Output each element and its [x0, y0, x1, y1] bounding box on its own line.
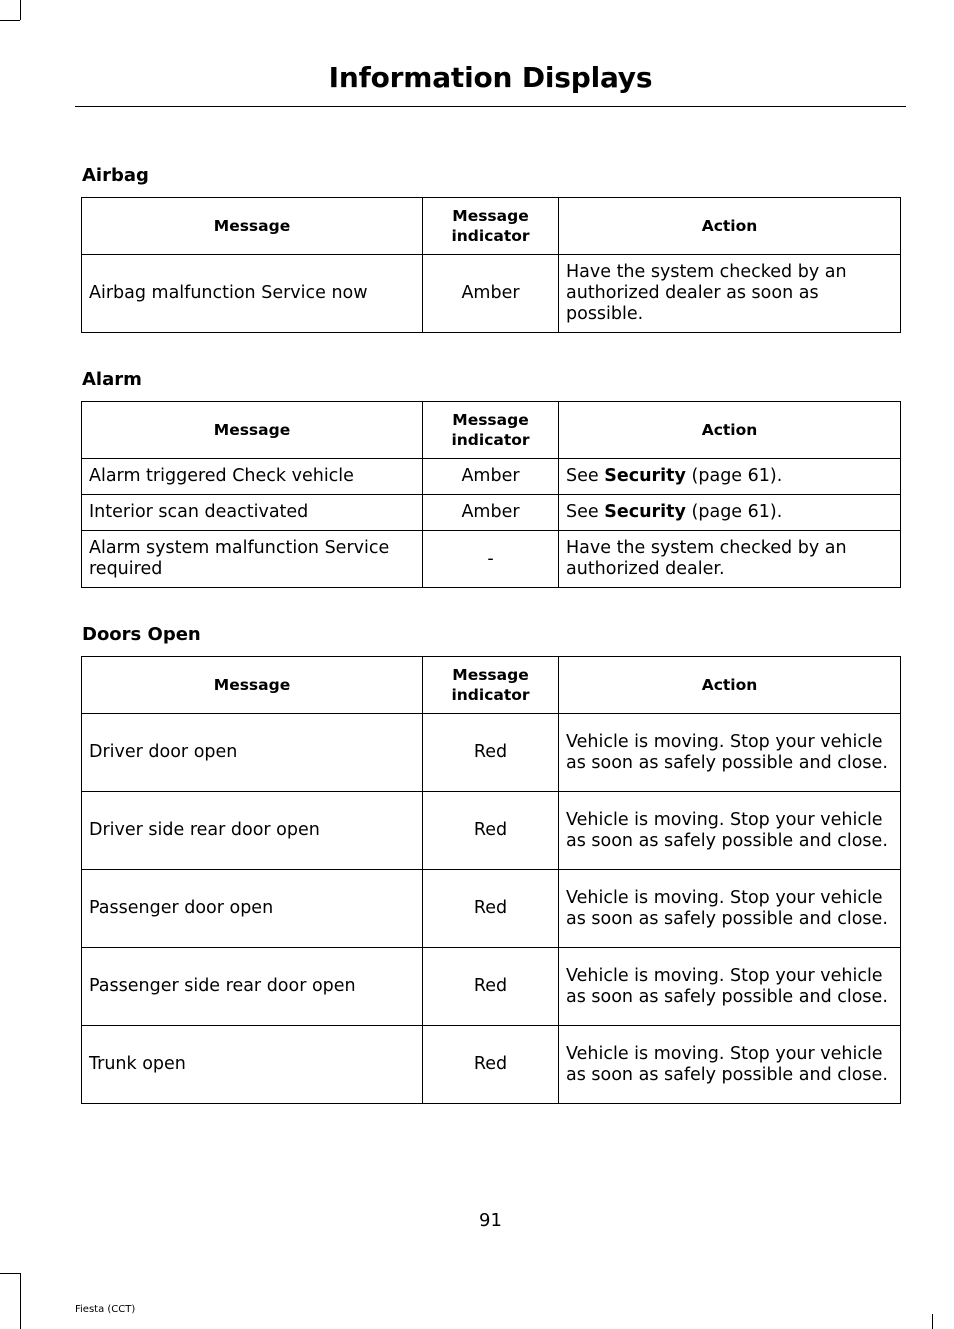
table-header-row	[82, 402, 901, 459]
action-cell: Vehicle is moving. Stop your vehicle as soon as safely possible and close.	[559, 792, 901, 870]
message-cell: Passenger side rear door open	[82, 948, 423, 1026]
indicator-cell: -	[423, 531, 559, 588]
action-cell	[559, 495, 901, 531]
message-cell: Passenger door open	[82, 870, 423, 948]
column-header-indicator	[423, 657, 559, 714]
indicator-cell: Red	[423, 1026, 559, 1104]
indicator-cell: Red	[423, 948, 559, 1026]
indicator-header-line1: Message	[452, 411, 529, 429]
crop-mark-bottom-left-vertical	[20, 1273, 21, 1329]
table-row	[82, 870, 901, 948]
indicator-header-line2: indicator	[451, 431, 530, 449]
indicator-cell: Amber	[423, 255, 559, 333]
section-heading-airbag: Airbag	[82, 165, 149, 186]
action-prefix: See	[566, 502, 599, 522]
indicator-cell: Amber	[423, 459, 559, 495]
column-header-message: Message	[82, 198, 423, 255]
crop-mark-bottom-left-horizontal	[0, 1273, 20, 1274]
crop-mark-bottom-right-vertical	[932, 1314, 933, 1329]
table-header-row	[82, 657, 901, 714]
action-cell: Vehicle is moving. Stop your vehicle as soon as safely possible and close.	[559, 870, 901, 948]
indicator-cell: Red	[423, 714, 559, 792]
indicator-header-line1: Message	[452, 666, 529, 684]
message-cell: Airbag malfunction Service now	[82, 255, 423, 333]
airbag-table	[81, 197, 901, 333]
security-link[interactable]: Security	[604, 466, 686, 486]
column-header-action: Action	[559, 198, 901, 255]
column-header-indicator	[423, 402, 559, 459]
column-header-message: Message	[82, 657, 423, 714]
column-header-message: Message	[82, 402, 423, 459]
page-number: 91	[479, 1210, 502, 1231]
footer-label: Fiesta (CCT)	[75, 1304, 136, 1315]
table-row	[82, 714, 901, 792]
indicator-cell: Amber	[423, 495, 559, 531]
column-header-action: Action	[559, 402, 901, 459]
table-row	[82, 495, 901, 531]
action-cell: Have the system checked by an authorized dealer.	[559, 531, 901, 588]
indicator-header-line2: indicator	[451, 686, 530, 704]
action-prefix: See	[566, 466, 599, 486]
crop-mark-top-left-vertical	[20, 0, 21, 20]
action-cell: Vehicle is moving. Stop your vehicle as soon as safely possible and close.	[559, 948, 901, 1026]
title-divider	[75, 106, 906, 107]
alarm-table	[81, 401, 901, 588]
message-cell: Trunk open	[82, 1026, 423, 1104]
table-row	[82, 1026, 901, 1104]
page-title: Information Displays	[328, 61, 653, 94]
action-cell	[559, 459, 901, 495]
table-row	[82, 948, 901, 1026]
crop-mark-top-left-horizontal	[0, 20, 20, 21]
message-cell: Interior scan deactivated	[82, 495, 423, 531]
page-reference: (page 61).	[691, 466, 783, 486]
table-header-row	[82, 198, 901, 255]
indicator-header-line1: Message	[452, 207, 529, 225]
section-heading-doors-open: Doors Open	[82, 624, 201, 645]
page-reference: (page 61).	[691, 502, 783, 522]
indicator-cell: Red	[423, 870, 559, 948]
indicator-header-line2: indicator	[451, 227, 530, 245]
section-heading-alarm: Alarm	[82, 369, 142, 390]
message-cell: Alarm system malfunction Service required	[82, 531, 423, 588]
message-cell: Driver side rear door open	[82, 792, 423, 870]
doors-open-table	[81, 656, 901, 1104]
message-cell: Driver door open	[82, 714, 423, 792]
column-header-indicator	[423, 198, 559, 255]
table-row	[82, 531, 901, 588]
table-row	[82, 459, 901, 495]
action-cell: Vehicle is moving. Stop your vehicle as soon as safely possible and close.	[559, 1026, 901, 1104]
indicator-cell: Red	[423, 792, 559, 870]
table-row	[82, 255, 901, 333]
column-header-action: Action	[559, 657, 901, 714]
table-row	[82, 792, 901, 870]
security-link[interactable]: Security	[604, 502, 686, 522]
message-cell: Alarm triggered Check vehicle	[82, 459, 423, 495]
action-cell: Have the system checked by an authorized dealer as soon as possible.	[559, 255, 901, 333]
action-cell: Vehicle is moving. Stop your vehicle as soon as safely possible and close.	[559, 714, 901, 792]
